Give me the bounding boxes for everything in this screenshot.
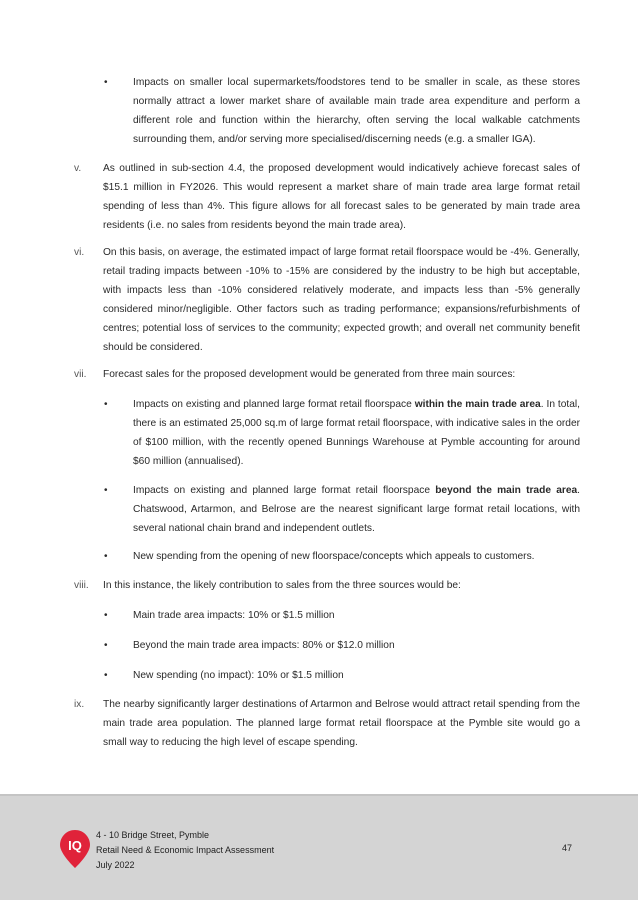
paragraph-vii: Forecast sales for the proposed development would be generated from three main sources: <box>103 369 516 380</box>
footer-report-title: Retail Need & Economic Impact Assessment <box>96 845 275 855</box>
page-footer <box>0 794 638 900</box>
bullet-marker: • <box>104 670 108 681</box>
item-number-vii: vii. <box>74 369 87 380</box>
bold-phrase: beyond the main trade area <box>435 485 578 496</box>
bullet-within-trade-area <box>133 395 580 471</box>
bullet-marker: • <box>104 551 108 562</box>
item-number-viii: viii. <box>74 580 89 591</box>
text-run: Impacts on existing and planned large format retail floorspace <box>133 485 436 496</box>
bullet-marker: • <box>104 485 108 496</box>
item-number-ix: ix. <box>74 699 85 710</box>
bullet-supermarkets: Impacts on smaller local supermarkets/foodstores tend to be smaller in scale, as these stores normally attract a lower market share of available main trade area expenditure and perform a different role and function within the hierarchy, often serving the local walkable catchments surrounding them, and/or serving more specialised/discerning needs (e.g. a smaller IGA). <box>133 77 580 145</box>
bullet-new-spending: New spending from the opening of new floorspace/concepts which appeals to customers. <box>133 551 535 562</box>
bullet-beyond-trade-area-impacts: Beyond the main trade area impacts: 80% or $12.0 million <box>133 640 395 651</box>
paragraph-ix: The nearby significantly larger destinations of Artarmon and Belrose would attract retail spending from the main trade area population. The planned large format retail floorspace at the Pymble site would go a small way to reducing the high level of escape spending. <box>103 699 580 748</box>
text-run: Impacts on existing and planned large format retail floorspace <box>133 399 415 410</box>
bullet-marker: • <box>104 640 108 651</box>
bullet-beyond-trade-area <box>133 481 580 538</box>
bullet-marker: • <box>104 610 108 621</box>
paragraph-viii: In this instance, the likely contribution to sales from the three sources would be: <box>103 580 461 591</box>
text-run: . Chatswood, Artarmon, and Belrose are the nearest significant large format retail locations, with several national chain brand and independent outlets. <box>133 485 580 534</box>
text-run: . In total, there is an estimated 25,000 sq.m of large format retail floorspace, with indicative sales in the order of $100 million, with the recently opened Bunnings Warehouse at Pymble accounting for around $60 million (annualised). <box>133 399 580 467</box>
item-number-vi: vi. <box>74 247 85 258</box>
item-number-v: v. <box>74 163 82 174</box>
bullet-marker: • <box>104 399 108 410</box>
footer-address: 4 - 10 Bridge Street, Pymble <box>96 830 210 840</box>
paragraph-v: As outlined in sub-section 4.4, the proposed development would indicatively achieve forecast sales of $15.1 million in FY2026. This would represent a market share of main trade area large format retail spending of less than 4%. This figure allows for all forecast sales to be generated by main trade area residents (i.e. no sales from residents beyond the main trade area). <box>103 163 580 231</box>
logo-text: IQ <box>68 838 82 853</box>
page-number: 47 <box>562 843 573 853</box>
footer-date: July 2022 <box>96 860 135 870</box>
bold-phrase: within the main trade area <box>414 399 541 410</box>
bullet-main-trade-area-impacts: Main trade area impacts: 10% or $1.5 million <box>133 610 335 621</box>
paragraph-vi: On this basis, on average, the estimated impact of large format retail floorspace would be -4%. Generally, retail trading impacts between -10% to -15% are considered by the industry to be high but acceptable, with impacts less than -10% considered relatively moderate, and impacts less than -5% generally considered minor/negligible. Other factors such as trading performance; expansions/refurbishments of centres; potential loss of services to the community; expected growth; and overall net community benefit should be considered. <box>103 247 580 353</box>
bullet-new-spending-impacts: New spending (no impact): 10% or $1.5 million <box>133 670 344 681</box>
iq-logo <box>60 830 90 868</box>
bullet-marker: • <box>104 77 108 88</box>
